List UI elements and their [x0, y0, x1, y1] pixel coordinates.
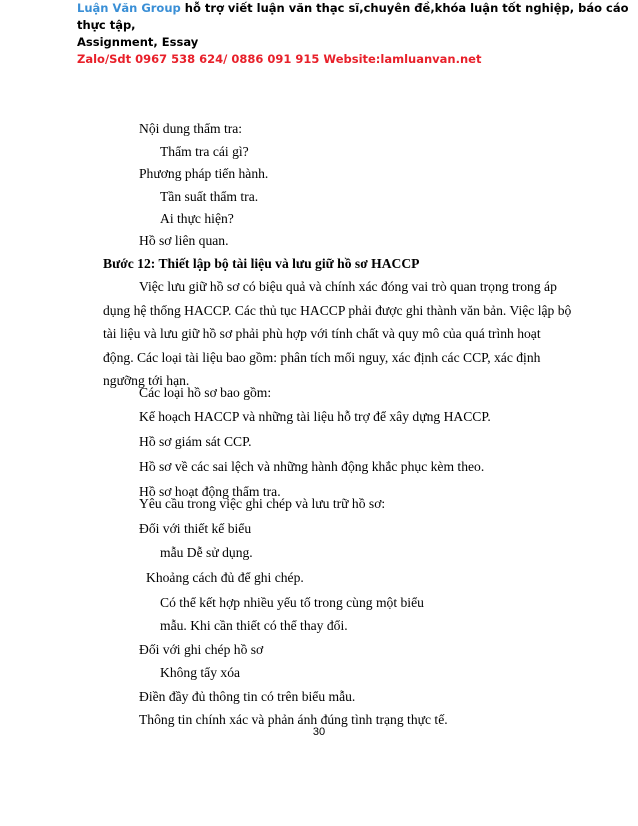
text-line: Tần suất thẩm tra.: [160, 189, 259, 204]
text-line: tài liệu và lưu giữ hồ sơ phải phù hợp với tính chất và quy mô của quá trình hoạt: [103, 326, 541, 341]
text-line: ngưỡng tới hạn.: [103, 373, 190, 388]
text-line: Hồ sơ về các sai lệch và những hành động khắc phục kèm theo.: [139, 459, 485, 474]
page-header: [77, 0, 632, 68]
text-line: Có thể kết hợp nhiều yếu tố trong cùng một biểu: [160, 595, 424, 610]
text-line: Khoảng cách đủ để ghi chép.: [146, 570, 304, 585]
text-line: Yêu cầu trong việc ghi chép và lưu trữ hồ sơ:: [139, 496, 386, 511]
text-line: Hồ sơ liên quan.: [139, 233, 229, 248]
text-line: mẫu Dễ sử dụng.: [160, 545, 253, 560]
text-line: Nội dung thẩm tra:: [139, 121, 243, 136]
header-line-2: Assignment, Essay: [77, 35, 199, 49]
text-line: dụng hệ thống HACCP. Các thủ tục HACCP phải được ghi thành văn bản. Việc lập bộ: [103, 303, 572, 318]
text-line: mẫu. Khi cần thiết có thể thay đổi.: [160, 618, 348, 633]
text-line: Đối với thiết kế biểu: [139, 521, 252, 536]
text-line: Không tẩy xóa: [160, 665, 241, 680]
text-line: Hồ sơ giám sát CCP.: [139, 434, 252, 449]
header-brand: Luận Văn Group: [77, 1, 181, 15]
section-heading: Bước 12: Thiết lập bộ tài liệu và lưu giữ hồ sơ HACCP: [103, 256, 420, 271]
header-line-1-text: hỗ trợ viết luận văn thạc sĩ,chuyên đề,khóa luận tốt nghiệp, báo cáo thực tập,: [77, 1, 629, 32]
text-line: Hồ sơ hoạt động thẩm tra.: [139, 484, 281, 499]
text-line: Kế hoạch HACCP và những tài liệu hỗ trợ để xây dựng HACCP.: [139, 409, 491, 424]
text-line: Điền đầy đủ thông tin có trên biểu mẫu.: [139, 689, 356, 704]
text-line: Phương pháp tiến hành.: [139, 166, 269, 181]
text-line: Thông tin chính xác và phản ánh đúng tình trạng thực tế.: [139, 712, 448, 727]
text-line: động. Các loại tài liệu bao gồm: phân tích mối nguy, xác định các CCP, xác định: [103, 350, 541, 365]
header-line-1: [77, 0, 632, 34]
text-line: Thẩm tra cái gì?: [160, 144, 249, 159]
text-line: Việc lưu giữ hồ sơ có biệu quả và chính xác đóng vai trò quan trọng trong áp: [139, 279, 557, 294]
text-line: Các loại hồ sơ bao gồm:: [139, 385, 272, 400]
text-line: Đối với ghi chép hồ sơ: [139, 642, 264, 657]
page-number: 30: [312, 726, 326, 738]
header-contact: Zalo/Sdt 0967 538 624/ 0886 091 915 Website:lamluanvan.net: [77, 52, 482, 66]
text-line: Ai thực hiện?: [160, 211, 234, 226]
